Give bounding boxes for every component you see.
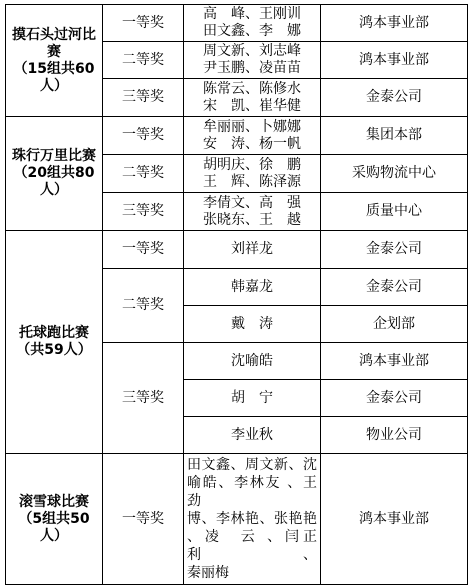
unit-name: 鸿本事业部	[321, 5, 468, 42]
winner-names: 李业秋	[184, 417, 321, 454]
winner-names: 戴 涛	[184, 306, 321, 343]
award-level: 三等奖	[103, 193, 184, 231]
winner-names: 牟丽丽、卜娜娜 安 涛、杨一帆	[184, 117, 321, 155]
winner-names: 周文新、刘志峰 尹玉鹏、凌苗苗	[184, 42, 321, 79]
award-level: 三等奖	[103, 343, 184, 454]
unit-name: 企划部	[321, 306, 468, 343]
winner-names: 高 峰、王刚训 田文鑫、李 娜	[184, 5, 321, 42]
unit-name: 鸿本事业部	[321, 42, 468, 79]
winner-names: 陈常云、陈修水 宋 凯、崔华健	[184, 79, 321, 117]
winner-names: 沈喻皓	[184, 343, 321, 380]
winner-names: 胡 宁	[184, 380, 321, 417]
unit-name: 金泰公司	[321, 380, 468, 417]
unit-name: 采购物流中心	[321, 155, 468, 193]
unit-name: 金泰公司	[321, 231, 468, 269]
competition-name: 滚雪球比赛 （5组共50 人）	[6, 454, 103, 585]
unit-name: 集团本部	[321, 117, 468, 155]
winner-names: 刘祥龙	[184, 231, 321, 269]
award-level: 二等奖	[103, 42, 184, 79]
winner-names: 田文鑫、周文新、沈 喻皓、李林友 、王劲 博、李林艳、张艳艳 、凌 云 、闫正利、 秦丽梅	[184, 454, 321, 585]
unit-name: 鸿本事业部	[321, 343, 468, 380]
table-row	[6, 231, 468, 269]
competition-name: 托球跑比赛 （共59人）	[6, 231, 103, 454]
award-level: 一等奖	[103, 231, 184, 269]
winner-names: 韩嘉龙	[184, 269, 321, 306]
award-level: 一等奖	[103, 454, 184, 585]
award-level: 二等奖	[103, 269, 184, 343]
unit-name: 质量中心	[321, 193, 468, 231]
award-level: 一等奖	[103, 117, 184, 155]
winner-names: 胡明庆、徐 鹏 王 辉、陈泽源	[184, 155, 321, 193]
award-level: 二等奖	[103, 155, 184, 193]
award-level: 一等奖	[103, 5, 184, 42]
table-row	[6, 5, 468, 42]
unit-name: 金泰公司	[321, 79, 468, 117]
competition-name: 珠行万里比赛 （20组共80 人）	[6, 117, 103, 231]
unit-name: 鸿本事业部	[321, 454, 468, 585]
unit-name: 金泰公司	[321, 269, 468, 306]
table-row	[6, 117, 468, 155]
winner-names: 李倩文、高 强 张晓东、王 越	[184, 193, 321, 231]
unit-name: 物业公司	[321, 417, 468, 454]
awards-table	[5, 4, 468, 585]
competition-name: 摸石头过河比 赛 （15组共60 人）	[6, 5, 103, 117]
table-row	[6, 454, 468, 585]
award-level: 三等奖	[103, 79, 184, 117]
